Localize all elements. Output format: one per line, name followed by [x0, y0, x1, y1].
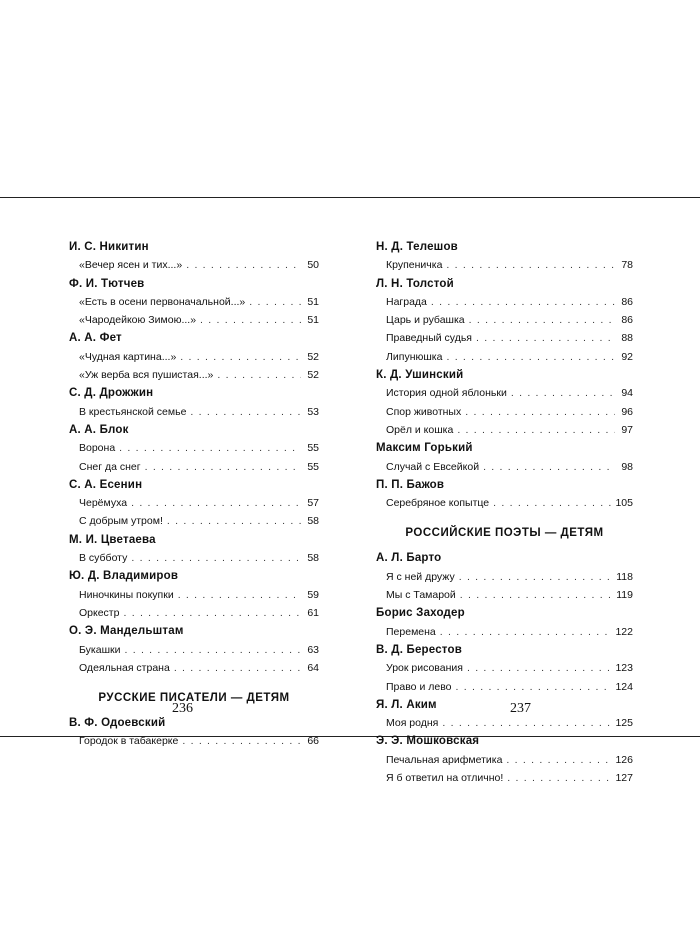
toc-entry-title: Я б ответил на отлично!: [386, 772, 504, 785]
toc-entry-title: Спор животных: [386, 405, 462, 418]
section-title: РОССИЙСКИЕ ПОЭТЫ — ДЕТЯМ: [405, 527, 604, 540]
toc-entry-page: 52: [307, 350, 319, 363]
toc-author: Я. Л. Аким: [376, 698, 437, 711]
toc-entry[interactable]: [69, 403, 319, 421]
toc-entry-page: 86: [621, 295, 633, 308]
toc-entry-title: Ниночкины покупки: [79, 588, 174, 601]
toc-entry[interactable]: [69, 604, 319, 622]
toc-author: Ф. И. Тютчев: [69, 277, 145, 290]
toc-author: С. А. Есенин: [69, 478, 143, 491]
toc-entry-page: 52: [307, 369, 319, 382]
toc-entry[interactable]: [376, 714, 633, 732]
dot-leader: [131, 549, 301, 567]
toc-entry[interactable]: [69, 256, 319, 274]
toc-author: Л. Н. Толстой: [376, 277, 454, 290]
toc-entry-page: 64: [307, 661, 319, 674]
dot-leader: [249, 293, 301, 311]
toc-entry-page: 57: [307, 497, 319, 510]
page-number-right: 237: [510, 701, 531, 716]
dot-leader: [124, 641, 301, 659]
toc-entry-page: 58: [307, 515, 319, 528]
dot-leader: [456, 678, 612, 696]
toc-entry-title: Букашки: [79, 643, 121, 656]
toc-entry[interactable]: [376, 568, 633, 586]
toc-entry[interactable]: [376, 586, 633, 604]
toc-entry[interactable]: [69, 293, 319, 311]
toc-entry[interactable]: [69, 494, 319, 512]
toc-entry-title: История одной яблоньки: [386, 387, 507, 400]
toc-entry-title: Право и лево: [386, 680, 452, 693]
toc-entry-page: 86: [621, 314, 633, 327]
toc-author: В. Ф. Одоевский: [69, 717, 166, 730]
dot-leader: [131, 494, 301, 512]
toc-entry-page: 122: [615, 625, 633, 638]
right-groups-top: [376, 238, 633, 512]
toc-entry[interactable]: [376, 769, 633, 787]
toc-author: О. Э. Мандельштам: [69, 625, 184, 638]
left-groups-bottom: [69, 714, 319, 751]
toc-entry-page: 55: [307, 460, 319, 473]
toc-entry-page: 63: [307, 643, 319, 656]
right-page-contents: [376, 238, 633, 787]
toc-entry-page: 97: [621, 423, 633, 436]
toc-entry-title: «Уж верба вся пушистая...»: [79, 369, 214, 382]
toc-entry-title: Печальная арифметика: [386, 753, 503, 766]
toc-entry-title: «Вечер ясен и тих...»: [79, 259, 183, 272]
toc-entry-title: С добрым утром!: [79, 515, 163, 528]
dot-leader: [483, 458, 615, 476]
toc-author: А. А. Фет: [69, 332, 122, 345]
toc-entry[interactable]: [376, 293, 633, 311]
dot-leader: [457, 421, 615, 439]
toc-entry[interactable]: [69, 586, 319, 604]
left-page-contents: [69, 238, 319, 751]
toc-entry-page: 66: [307, 735, 319, 748]
dot-leader: [506, 751, 611, 769]
toc-entry-title: Случай с Евсейкой: [386, 460, 480, 473]
toc-entry-page: 78: [621, 259, 633, 272]
dot-leader: [511, 384, 615, 402]
dot-leader: [167, 512, 301, 530]
dot-leader: [180, 348, 301, 366]
toc-entry[interactable]: [376, 256, 633, 274]
toc-entry-title: Перемена: [386, 625, 436, 638]
right-groups-bottom: [376, 549, 633, 787]
toc-entry[interactable]: [69, 439, 319, 457]
toc-entry[interactable]: [376, 678, 633, 696]
dot-leader: [217, 366, 301, 384]
toc-entry[interactable]: [69, 458, 319, 476]
toc-entry-page: 125: [615, 717, 633, 730]
page-number-left: 236: [172, 701, 193, 716]
toc-entry-title: Моя родня: [386, 717, 439, 730]
toc-entry-title: Урок рисования: [386, 662, 463, 675]
dot-leader: [119, 439, 301, 457]
dot-leader: [446, 256, 615, 274]
toc-entry-page: 61: [307, 606, 319, 619]
toc-entry-page: 126: [615, 753, 633, 766]
toc-author: Борис Заходер: [376, 607, 465, 620]
toc-entry-page: 94: [621, 387, 633, 400]
toc-entry-page: 58: [307, 552, 319, 565]
toc-entry[interactable]: [376, 329, 633, 347]
toc-entry[interactable]: [69, 348, 319, 366]
toc-entry-page: 127: [615, 772, 633, 785]
toc-author: К. Д. Ушинский: [376, 369, 464, 382]
toc-entry-title: «Чародейкою Зимою...»: [79, 314, 197, 327]
toc-entry[interactable]: [69, 659, 319, 677]
toc-entry-title: Черёмуха: [79, 497, 128, 510]
dot-leader: [459, 568, 613, 586]
toc-entry-page: 50: [307, 259, 319, 272]
dot-leader: [467, 659, 612, 677]
toc-entry-page: 119: [616, 589, 633, 602]
toc-entry-title: Городок в табакерке: [79, 735, 179, 748]
toc-entry-title: Оркестр: [79, 606, 120, 619]
toc-entry-title: «Есть в осени первоначальной...»: [79, 295, 246, 308]
toc-entry-page: 118: [616, 570, 633, 583]
toc-entry[interactable]: [376, 403, 633, 421]
toc-entry-title: Мы с Тамарой: [386, 589, 456, 602]
toc-entry[interactable]: [376, 384, 633, 402]
toc-entry[interactable]: [69, 512, 319, 530]
toc-entry[interactable]: [69, 641, 319, 659]
toc-entry-page: 123: [615, 662, 633, 675]
toc-entry-page: 92: [621, 350, 633, 363]
toc-entry-title: Я с ней дружу: [386, 570, 455, 583]
toc-entry-page: 96: [621, 405, 633, 418]
toc-entry[interactable]: [376, 659, 633, 677]
toc-entry-page: 53: [307, 405, 319, 418]
toc-entry[interactable]: [69, 311, 319, 329]
dot-leader: [507, 769, 611, 787]
dot-leader: [200, 311, 301, 329]
toc-entry-page: 98: [621, 460, 633, 473]
toc-entry[interactable]: [376, 494, 633, 512]
toc-entry-page: 51: [307, 314, 319, 327]
toc-entry[interactable]: [69, 732, 319, 750]
dot-leader: [174, 659, 301, 677]
toc-author: А. Л. Барто: [376, 552, 442, 565]
toc-entry[interactable]: [376, 421, 633, 439]
dot-leader: [493, 494, 611, 512]
dot-leader: [190, 403, 301, 421]
toc-entry-title: Праведный судья: [386, 332, 472, 345]
toc-author: Э. Э. Мошковская: [376, 735, 480, 748]
dot-leader: [186, 256, 301, 274]
dot-leader: [476, 329, 615, 347]
toc-entry[interactable]: [376, 623, 633, 641]
toc-entry[interactable]: [376, 458, 633, 476]
toc-entry-title: Снег да снег: [79, 460, 141, 473]
toc-entry-page: 105: [615, 497, 633, 510]
toc-entry-title: Липунюшка: [386, 350, 443, 363]
toc-entry-title: Награда: [386, 295, 427, 308]
dot-leader: [469, 311, 615, 329]
dot-leader: [182, 732, 301, 750]
toc-entry[interactable]: [376, 348, 633, 366]
left-groups-top: [69, 238, 319, 677]
toc-entry-title: Орёл и кошка: [386, 423, 454, 436]
dot-leader: [460, 586, 612, 604]
toc-entry-title: «Чудная картина...»: [79, 350, 177, 363]
dot-leader: [123, 604, 301, 622]
toc-author: А. А. Блок: [69, 423, 129, 436]
toc-entry[interactable]: [69, 549, 319, 567]
book-spread: [0, 197, 700, 785]
toc-author: Максим Горький: [376, 442, 473, 455]
dot-leader: [145, 458, 301, 476]
toc-entry-title: В субботу: [79, 552, 128, 565]
toc-entry[interactable]: [376, 311, 633, 329]
dot-leader: [446, 348, 615, 366]
toc-author: Н. Д. Телешов: [376, 241, 458, 253]
toc-entry-page: 124: [615, 680, 633, 693]
section-title: РУССКИЕ ПИСАТЕЛИ — ДЕТЯМ: [98, 692, 290, 705]
toc-entry-title: Царь и рубашка: [386, 314, 465, 327]
dot-leader: [465, 403, 615, 421]
toc-author: С. Д. Дрожжин: [69, 387, 154, 400]
toc-entry-title: Крупеничка: [386, 259, 443, 272]
toc-entry-page: 55: [307, 442, 319, 455]
toc-entry-title: В крестьянской семье: [79, 405, 187, 418]
toc-entry[interactable]: [69, 366, 319, 384]
toc-author: П. П. Бажов: [376, 478, 445, 491]
toc-author: М. И. Цветаева: [69, 533, 156, 546]
dot-leader: [440, 623, 612, 641]
toc-entry-page: 51: [307, 295, 319, 308]
dot-leader: [431, 293, 615, 311]
toc-author: Ю. Д. Владимиров: [69, 570, 179, 583]
toc-author: В. Д. Берестов: [376, 643, 462, 656]
toc-entry[interactable]: [376, 751, 633, 769]
toc-author: И. С. Никитин: [69, 241, 149, 253]
toc-entry-title: Одеяльная страна: [79, 661, 170, 674]
toc-entry-title: Ворона: [79, 442, 116, 455]
toc-entry-page: 59: [307, 588, 319, 601]
dot-leader: [178, 586, 301, 604]
toc-entry-title: Серебряное копытце: [386, 497, 490, 510]
toc-entry-page: 88: [621, 332, 633, 345]
